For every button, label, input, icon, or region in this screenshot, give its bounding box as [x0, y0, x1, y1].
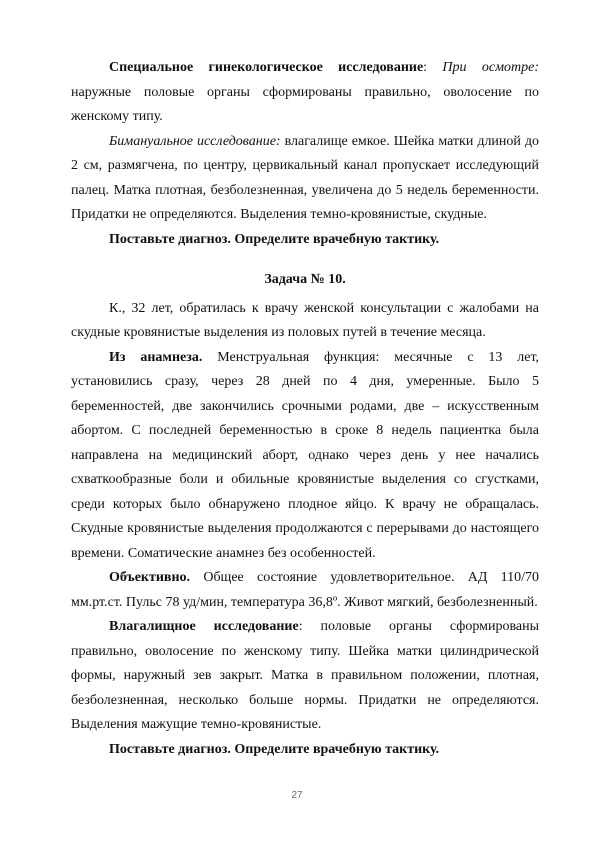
task-instruction-1: Поставьте диагноз. Определите врачебную тактику.	[109, 231, 440, 247]
problem-title: Задача № 10.	[264, 272, 346, 287]
bimanual-paragraph	[71, 130, 539, 228]
vaginal-exam-colon: :	[298, 619, 303, 634]
special-exam-colon: :	[423, 60, 428, 75]
special-exam-label: Специальное гинекологическое исследование	[109, 60, 424, 75]
page-number: 27	[291, 790, 303, 801]
anamnesis-text: Менструальная функция: месячные с 13 лет, установились сразу, через 28 дней по 4 дня, умеренные. Было 5 беременностей, две закончились срочными родами, две – искусственным абортом. С последней беременностью в сроке 8 недель пациентка была направлена на медицинский аборт, однако через день у нее начались схваткообразные боли и обильные кровянистые выделения со сгустками, среди которых было обнаружено плодное яйцо. К врачу не обращалась. Скудные кровянистые выделения продолжаются с перерывами до настоящего времени. Соматические анамнез без особенностей.	[71, 349, 540, 561]
special-exam-paragraph	[71, 56, 539, 130]
bimanual-label: Бимануальное исследование:	[109, 133, 281, 149]
external-exam-label: При осмотре:	[442, 60, 539, 75]
bimanual-text: влагалище емкое. Шейка матки длиной до 2 см, размягчена, по центру, цервикальный канал пропускает исследующий палец. Матка плотная, безболезненная, увеличена до 5 недель беременности. Придатки не определяются. Выделения темно-кровянистые, скудные.	[71, 133, 539, 222]
external-exam-text: наружные половые органы сформированы правильно, оволосение по женскому типу.	[71, 84, 539, 124]
anamnesis-paragraph	[71, 346, 539, 567]
vaginal-exam-label: Влагалищное исследование	[109, 619, 299, 634]
problem-intro: К., 32 лет, обратилась к врачу женской консультации с жалобами на скудные кровянистые выделения из половых путей в течение месяца.	[71, 300, 539, 340]
task-instruction-2: Поставьте диагноз. Определите врачебную тактику.	[109, 741, 440, 757]
objective-paragraph	[71, 566, 539, 615]
vaginal-exam-text: половые органы сформированы правильно, оволосение по женскому типу. Шейка матки цилиндрической формы, наружный зев закрыт. Матка в правильном положении, плотная, безболезненная, несколько больше нормы. Придатки не определяются. Выделения мажущие темно-кровянистые.	[71, 619, 539, 732]
objective-label: Объективно.	[109, 570, 191, 585]
anamnesis-label: Из анамнеза.	[109, 349, 203, 365]
vaginal-exam-paragraph	[71, 615, 539, 738]
objective-text: Общее состояние удовлетворительное. АД 110/70 мм.рт.ст. Пульс 78 уд/мин, температура 36,8º. Живот мягкий, безболезненный.	[71, 570, 540, 610]
